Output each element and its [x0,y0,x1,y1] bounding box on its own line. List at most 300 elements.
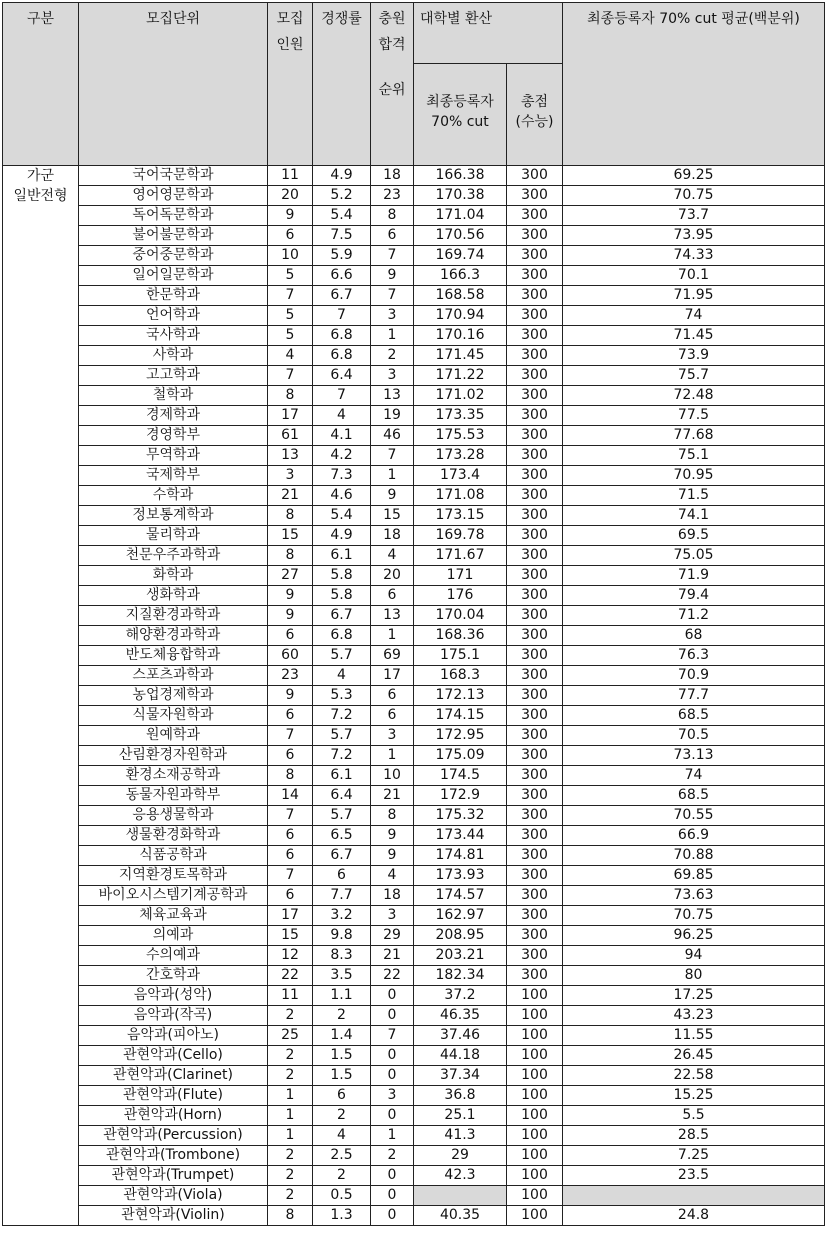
competition-cell: 9.8 [313,926,371,946]
total-cell: 100 [507,1006,563,1026]
unit-cell: 관현악과(Percussion) [79,1126,268,1146]
table-row [3,526,825,546]
unit-cell: 고고학과 [79,366,268,386]
unit-cell: 의예과 [79,926,268,946]
total-cell: 300 [507,246,563,266]
rank-cell: 13 [371,386,414,406]
total-cell: 300 [507,806,563,826]
pct-avg-cell: 43.23 [563,1006,825,1026]
rank-cell: 0 [371,1046,414,1066]
total-cell: 300 [507,766,563,786]
competition-cell: 5.4 [313,206,371,226]
competition-cell: 5.8 [313,586,371,606]
table-row [3,386,825,406]
cut-cell: 171.67 [414,546,507,566]
pct-avg-cell: 71.45 [563,326,825,346]
total-cell: 300 [507,686,563,706]
table-row [3,1206,825,1226]
unit-cell: 천문우주과학과 [79,546,268,566]
competition-cell: 1.5 [313,1066,371,1086]
total-cell: 300 [507,286,563,306]
table-row [3,306,825,326]
table-row [3,246,825,266]
competition-cell: 7.2 [313,746,371,766]
cut-cell: 171 [414,566,507,586]
total-cell: 300 [507,226,563,246]
quota-cell: 4 [268,346,313,366]
pct-avg-cell: 70.75 [563,186,825,206]
table-row [3,266,825,286]
rank-cell: 17 [371,666,414,686]
quota-cell: 7 [268,866,313,886]
rank-cell: 21 [371,786,414,806]
quota-cell: 6 [268,626,313,646]
unit-cell: 음악과(작곡) [79,1006,268,1026]
rank-cell: 1 [371,746,414,766]
cut-cell: 175.32 [414,806,507,826]
quota-cell: 14 [268,786,313,806]
pct-avg-cell: 74.33 [563,246,825,266]
competition-cell: 4 [313,1126,371,1146]
group-label-line1: 가군 [26,168,55,184]
cut-cell: 171.02 [414,386,507,406]
quota-cell: 7 [268,366,313,386]
total-cell: 300 [507,466,563,486]
unit-cell: 물리학과 [79,526,268,546]
rank-cell: 9 [371,846,414,866]
pct-avg-cell: 22.58 [563,1066,825,1086]
competition-cell: 4.6 [313,486,371,506]
cut-cell [414,1186,507,1206]
cut-cell: 37.2 [414,986,507,1006]
competition-cell: 6.5 [313,826,371,846]
competition-cell: 5.2 [313,186,371,206]
table-row [3,366,825,386]
competition-cell: 7.3 [313,466,371,486]
pct-avg-cell: 70.95 [563,466,825,486]
header-rank-line3: 순위 [378,82,406,98]
rank-cell: 18 [371,526,414,546]
pct-avg-cell: 73.7 [563,206,825,226]
table-row [3,906,825,926]
rank-cell: 0 [371,1186,414,1206]
quota-cell: 8 [268,1206,313,1226]
pct-avg-cell: 5.5 [563,1106,825,1126]
unit-cell: 사학과 [79,346,268,366]
competition-cell: 1.4 [313,1026,371,1046]
pct-avg-cell: 24.8 [563,1206,825,1226]
unit-cell: 독어독문학과 [79,206,268,226]
pct-avg-cell: 66.9 [563,826,825,846]
pct-avg-cell: 11.55 [563,1026,825,1046]
quota-cell: 60 [268,646,313,666]
unit-cell: 관현악과(Trumpet) [79,1166,268,1186]
total-cell: 100 [507,1146,563,1166]
pct-avg-cell: 77.5 [563,406,825,426]
total-cell: 300 [507,606,563,626]
header-rank [371,3,414,166]
quota-cell: 27 [268,566,313,586]
quota-cell: 8 [268,766,313,786]
cut-cell: 169.74 [414,246,507,266]
pct-avg-cell: 74 [563,766,825,786]
quota-cell: 9 [268,586,313,606]
total-cell: 300 [507,886,563,906]
rank-cell: 1 [371,626,414,646]
unit-cell: 환경소재공학과 [79,766,268,786]
cut-cell: 170.16 [414,326,507,346]
pct-avg-cell: 70.1 [563,266,825,286]
quota-cell: 8 [268,506,313,526]
rank-cell: 7 [371,1026,414,1046]
table-row [3,746,825,766]
cut-cell: 175.1 [414,646,507,666]
cut-cell: 173.28 [414,446,507,466]
pct-avg-cell: 72.48 [563,386,825,406]
competition-cell: 8.3 [313,946,371,966]
table-row [3,986,825,1006]
total-cell: 300 [507,326,563,346]
cut-cell: 168.36 [414,626,507,646]
quota-cell: 17 [268,406,313,426]
cut-cell: 176 [414,586,507,606]
competition-cell: 6.1 [313,546,371,566]
quota-cell: 8 [268,546,313,566]
admission-table [2,2,825,1226]
unit-cell: 간호학과 [79,966,268,986]
table-row [3,1106,825,1126]
pct-avg-cell: 17.25 [563,986,825,1006]
cut-cell: 173.44 [414,826,507,846]
total-cell: 100 [507,1106,563,1126]
rank-cell: 10 [371,766,414,786]
header-quota-line2: 인원 [276,37,304,53]
cut-cell: 171.08 [414,486,507,506]
competition-cell: 7 [313,306,371,326]
unit-cell: 응용생물학과 [79,806,268,826]
unit-cell: 영어영문학과 [79,186,268,206]
competition-cell: 2.5 [313,1146,371,1166]
total-cell: 300 [507,566,563,586]
unit-cell: 동물자원과학부 [79,786,268,806]
rank-cell: 0 [371,1106,414,1126]
rank-cell: 0 [371,1166,414,1186]
total-cell: 300 [507,846,563,866]
cut-cell: 44.18 [414,1046,507,1066]
pct-avg-cell: 94 [563,946,825,966]
quota-cell: 6 [268,746,313,766]
competition-cell: 1.3 [313,1206,371,1226]
cut-cell: 173.15 [414,506,507,526]
unit-cell: 화학과 [79,566,268,586]
table-row [3,766,825,786]
table-row [3,866,825,886]
unit-cell: 원예학과 [79,726,268,746]
cut-cell: 41.3 [414,1126,507,1146]
pct-avg-cell [563,1186,825,1206]
cut-cell: 170.04 [414,606,507,626]
total-cell: 300 [507,526,563,546]
total-cell: 300 [507,346,563,366]
rank-cell: 0 [371,1066,414,1086]
table-row [3,346,825,366]
cut-cell: 203.21 [414,946,507,966]
quota-cell: 2 [268,1186,313,1206]
cut-cell: 175.53 [414,426,507,446]
unit-cell: 관현악과(Violin) [79,1206,268,1226]
header-quota [268,3,313,166]
competition-cell: 1.1 [313,986,371,1006]
pct-avg-cell: 75.7 [563,366,825,386]
competition-cell: 6.4 [313,366,371,386]
total-cell: 300 [507,626,563,646]
table-row [3,486,825,506]
table-row [3,686,825,706]
competition-cell: 5.4 [313,506,371,526]
unit-cell: 경제학과 [79,406,268,426]
total-cell: 300 [507,386,563,406]
competition-cell: 6.8 [313,326,371,346]
quota-cell: 11 [268,986,313,1006]
quota-cell: 11 [268,166,313,186]
table-row [3,1086,825,1106]
rank-cell: 7 [371,286,414,306]
quota-cell: 7 [268,726,313,746]
table-row [3,446,825,466]
group-label-line2: 일반전형 [13,188,68,204]
unit-cell: 스포츠과학과 [79,666,268,686]
quota-cell: 9 [268,606,313,626]
table-row [3,946,825,966]
cut-cell: 174.57 [414,886,507,906]
rank-cell: 1 [371,326,414,346]
competition-cell: 6 [313,866,371,886]
rank-cell: 46 [371,426,414,446]
header-category: 구분 [3,3,79,166]
cut-cell: 36.8 [414,1086,507,1106]
rank-cell: 3 [371,726,414,746]
rank-cell: 6 [371,586,414,606]
competition-cell: 4.9 [313,166,371,186]
header-cut-line2: 70% cut [431,114,489,130]
unit-cell: 음악과(피아노) [79,1026,268,1046]
rank-cell: 7 [371,246,414,266]
competition-cell: 5.7 [313,726,371,746]
total-cell: 300 [507,546,563,566]
competition-cell: 6.7 [313,286,371,306]
header-cut [414,64,507,166]
quota-cell: 7 [268,286,313,306]
quota-cell: 6 [268,826,313,846]
quota-cell: 6 [268,846,313,866]
table-row [3,546,825,566]
header-competition: 경쟁률 [313,3,371,166]
total-cell: 300 [507,826,563,846]
rank-cell: 6 [371,706,414,726]
pct-avg-cell: 68.5 [563,706,825,726]
cut-cell: 172.9 [414,786,507,806]
total-cell: 100 [507,1046,563,1066]
quota-cell: 2 [268,1066,313,1086]
total-cell: 300 [507,486,563,506]
quota-cell: 7 [268,806,313,826]
pct-avg-cell: 71.2 [563,606,825,626]
total-cell: 300 [507,966,563,986]
unit-cell: 관현악과(Viola) [79,1186,268,1206]
rank-cell: 6 [371,686,414,706]
total-cell: 300 [507,906,563,926]
competition-cell: 6.6 [313,266,371,286]
pct-avg-cell: 74 [563,306,825,326]
total-cell: 300 [507,186,563,206]
competition-cell: 2 [313,1166,371,1186]
cut-cell: 208.95 [414,926,507,946]
total-cell: 300 [507,266,563,286]
table-row [3,886,825,906]
quota-cell: 9 [268,206,313,226]
competition-cell: 4 [313,406,371,426]
quota-cell: 12 [268,946,313,966]
quota-cell: 2 [268,1146,313,1166]
rank-cell: 13 [371,606,414,626]
pct-avg-cell: 70.55 [563,806,825,826]
rank-cell: 18 [371,166,414,186]
total-cell: 100 [507,986,563,1006]
quota-cell: 5 [268,266,313,286]
rank-cell: 3 [371,366,414,386]
unit-cell: 한문학과 [79,286,268,306]
quota-cell: 23 [268,666,313,686]
quota-cell: 1 [268,1126,313,1146]
unit-cell: 관현악과(Clarinet) [79,1066,268,1086]
cut-cell: 169.78 [414,526,507,546]
unit-cell: 바이오시스템기계공학과 [79,886,268,906]
quota-cell: 6 [268,226,313,246]
header-rank-line1: 충원 [378,11,406,27]
rank-cell: 9 [371,486,414,506]
table-row [3,506,825,526]
cut-cell: 168.58 [414,286,507,306]
table-row [3,426,825,446]
competition-cell: 7.5 [313,226,371,246]
cut-cell: 37.46 [414,1026,507,1046]
header-total [507,64,563,166]
table-row [3,826,825,846]
cut-cell: 172.13 [414,686,507,706]
table-row [3,706,825,726]
competition-cell: 4.2 [313,446,371,466]
rank-cell: 9 [371,266,414,286]
table-row [3,646,825,666]
quota-cell: 2 [268,1166,313,1186]
table-row [3,1066,825,1086]
unit-cell: 음악과(성악) [79,986,268,1006]
pct-avg-cell: 73.9 [563,346,825,366]
rank-cell: 3 [371,1086,414,1106]
unit-cell: 지질환경과학과 [79,606,268,626]
rank-cell: 8 [371,806,414,826]
unit-cell: 무역학과 [79,446,268,466]
quota-cell: 6 [268,886,313,906]
cut-cell: 182.34 [414,966,507,986]
unit-cell: 생물환경화학과 [79,826,268,846]
table-row [3,846,825,866]
table-row [3,226,825,246]
group-cell [3,166,79,1226]
pct-avg-cell: 26.45 [563,1046,825,1066]
rank-cell: 2 [371,346,414,366]
quota-cell: 21 [268,486,313,506]
competition-cell: 3.5 [313,966,371,986]
competition-cell: 5.7 [313,806,371,826]
header-row-1 [3,3,825,64]
pct-avg-cell: 7.25 [563,1146,825,1166]
cut-cell: 171.45 [414,346,507,366]
competition-cell: 6.8 [313,626,371,646]
unit-cell: 관현악과(Trombone) [79,1146,268,1166]
unit-cell: 관현악과(Horn) [79,1106,268,1126]
quota-cell: 1 [268,1086,313,1106]
unit-cell: 정보통계학과 [79,506,268,526]
pct-avg-cell: 77.68 [563,426,825,446]
unit-cell: 국어국문학과 [79,166,268,186]
rank-cell: 6 [371,226,414,246]
pct-avg-cell: 77.7 [563,686,825,706]
pct-avg-cell: 79.4 [563,586,825,606]
quota-cell: 6 [268,706,313,726]
table-row [3,406,825,426]
table-row [3,1126,825,1146]
rank-cell: 1 [371,1126,414,1146]
unit-cell: 일어일문학과 [79,266,268,286]
competition-cell: 5.8 [313,566,371,586]
pct-avg-cell: 71.95 [563,286,825,306]
rank-cell: 22 [371,966,414,986]
table-body [3,166,825,1226]
rank-cell: 19 [371,406,414,426]
total-cell: 300 [507,166,563,186]
rank-cell: 29 [371,926,414,946]
total-cell: 300 [507,366,563,386]
unit-cell: 언어학과 [79,306,268,326]
unit-cell: 관현악과(Flute) [79,1086,268,1106]
pct-avg-cell: 80 [563,966,825,986]
cut-cell: 25.1 [414,1106,507,1126]
table-row [3,726,825,746]
quota-cell: 15 [268,526,313,546]
cut-cell: 174.5 [414,766,507,786]
table-row [3,606,825,626]
competition-cell: 1.5 [313,1046,371,1066]
total-cell: 300 [507,426,563,446]
table-row [3,286,825,306]
rank-cell: 8 [371,206,414,226]
rank-cell: 2 [371,1146,414,1166]
pct-avg-cell: 15.25 [563,1086,825,1106]
total-cell: 300 [507,706,563,726]
quota-cell: 8 [268,386,313,406]
cut-cell: 173.35 [414,406,507,426]
cut-cell: 42.3 [414,1166,507,1186]
total-cell: 300 [507,786,563,806]
header-total-line1: 총점 [520,94,549,110]
unit-cell: 해양환경과학과 [79,626,268,646]
pct-avg-cell: 68.5 [563,786,825,806]
competition-cell: 6.8 [313,346,371,366]
pct-avg-cell: 73.13 [563,746,825,766]
cut-cell: 170.94 [414,306,507,326]
rank-cell: 21 [371,946,414,966]
